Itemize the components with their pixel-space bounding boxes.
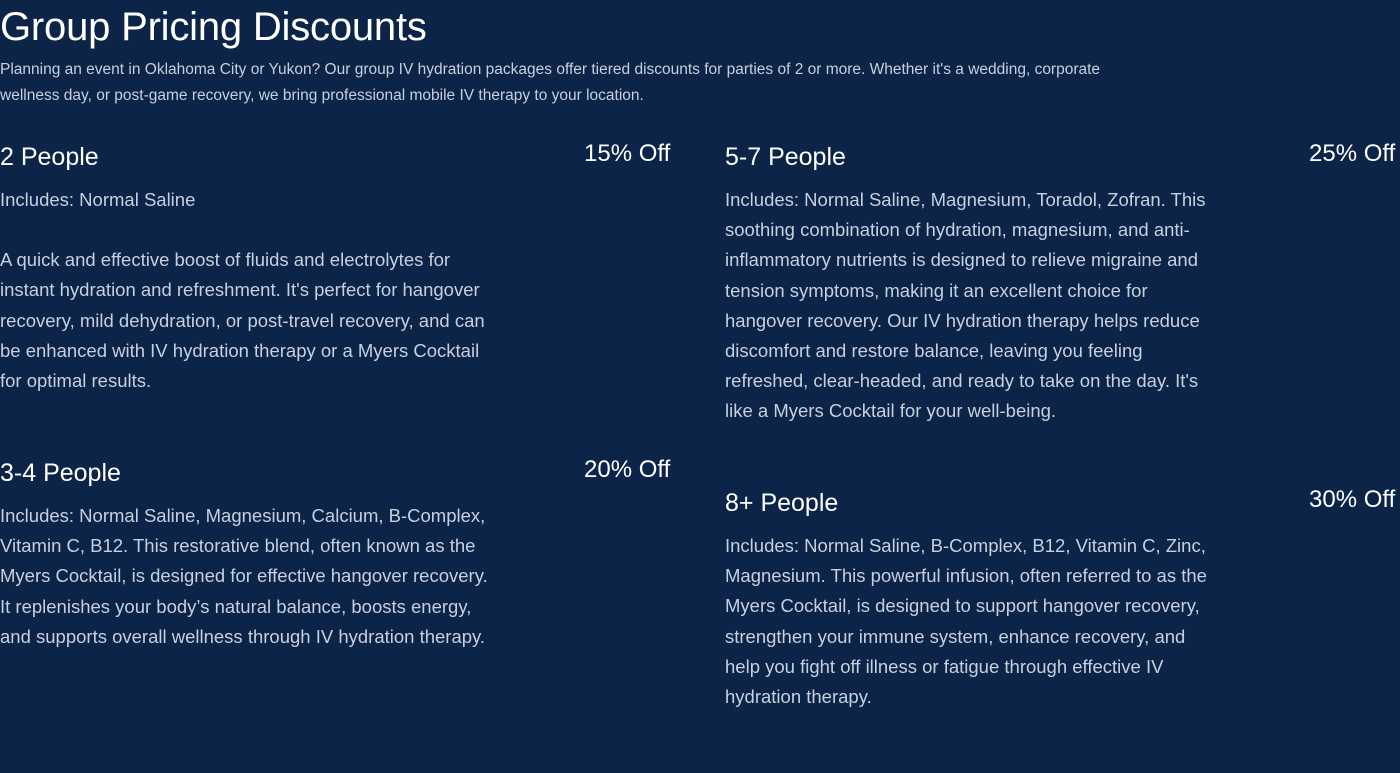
tier-details: Includes: Normal Saline, Magnesium, Toradol, Zofran. This soothing combination of hydration, magnesium, and anti-inflammatory nutrients is designed to relieve migraine and tension symptoms, making it an excellent choice for hangover recovery. Our IV hydration therapy helps reduce discomfort and restore balance, leaving you feeling refreshed, clear-headed, and ready to take on the day. It's like a Myers Cocktail for your well-being. [725,189,1206,422]
page-title: Group Pricing Discounts [0,5,427,49]
tier-card-8-plus-people [725,487,1400,727]
tier-name: 8+ People [725,489,839,517]
tier-description [725,185,1225,427]
tier-name: 5-7 People [725,143,846,171]
tier-details: Includes: Normal Saline, Magnesium, Calcium, B-Complex, Vitamin C, B12. This restorative blend, often known as the Myers Cocktail, is designed for effective hangover recovery. It replenishes your body’s natural balance, boosts energy, and supports overall wellness through IV hydration therapy. [0,505,488,647]
tier-card-5-7-people [725,141,1400,431]
tier-discount: 15% Off [584,140,671,167]
tier-card-3-4-people [0,457,690,697]
tier-description [0,185,490,396]
tier-discount: 25% Off [1309,140,1396,167]
tier-description [0,501,498,652]
tier-card-2-people [0,141,690,401]
tier-description [725,531,1217,712]
tier-discount: 20% Off [584,456,671,483]
tier-details: A quick and effective boost of fluids and electrolytes for instant hydration and refreshment. It's perfect for hangover recovery, mild dehydration, or post-travel recovery, and can be enhanced with IV hydration therapy or a Myers Cocktail for optimal results. [0,249,485,392]
tier-discount: 30% Off [1309,486,1396,513]
section-intro: Planning an event in Oklahoma City or Yukon? Our group IV hydration packages offer tiered discounts for parties of 2 or more. Whether it's a wedding, corporate wellness day, or post-game recovery, we bring professional mobile IV therapy to your location. [0,61,1101,104]
tier-name: 3-4 People [0,459,121,487]
tier-name: 2 People [0,143,99,171]
tier-details: Includes: Normal Saline, B-Complex, B12, Vitamin C, Zinc, Magnesium. This powerful infusion, often referred to as the Myers Cocktail, is designed to support hangover recovery, strengthen your immune system, enhance recovery, and help you fight off illness or fatigue through effective IV hydration therapy. [725,535,1207,708]
tier-includes: Includes: Normal Saline [0,189,196,210]
